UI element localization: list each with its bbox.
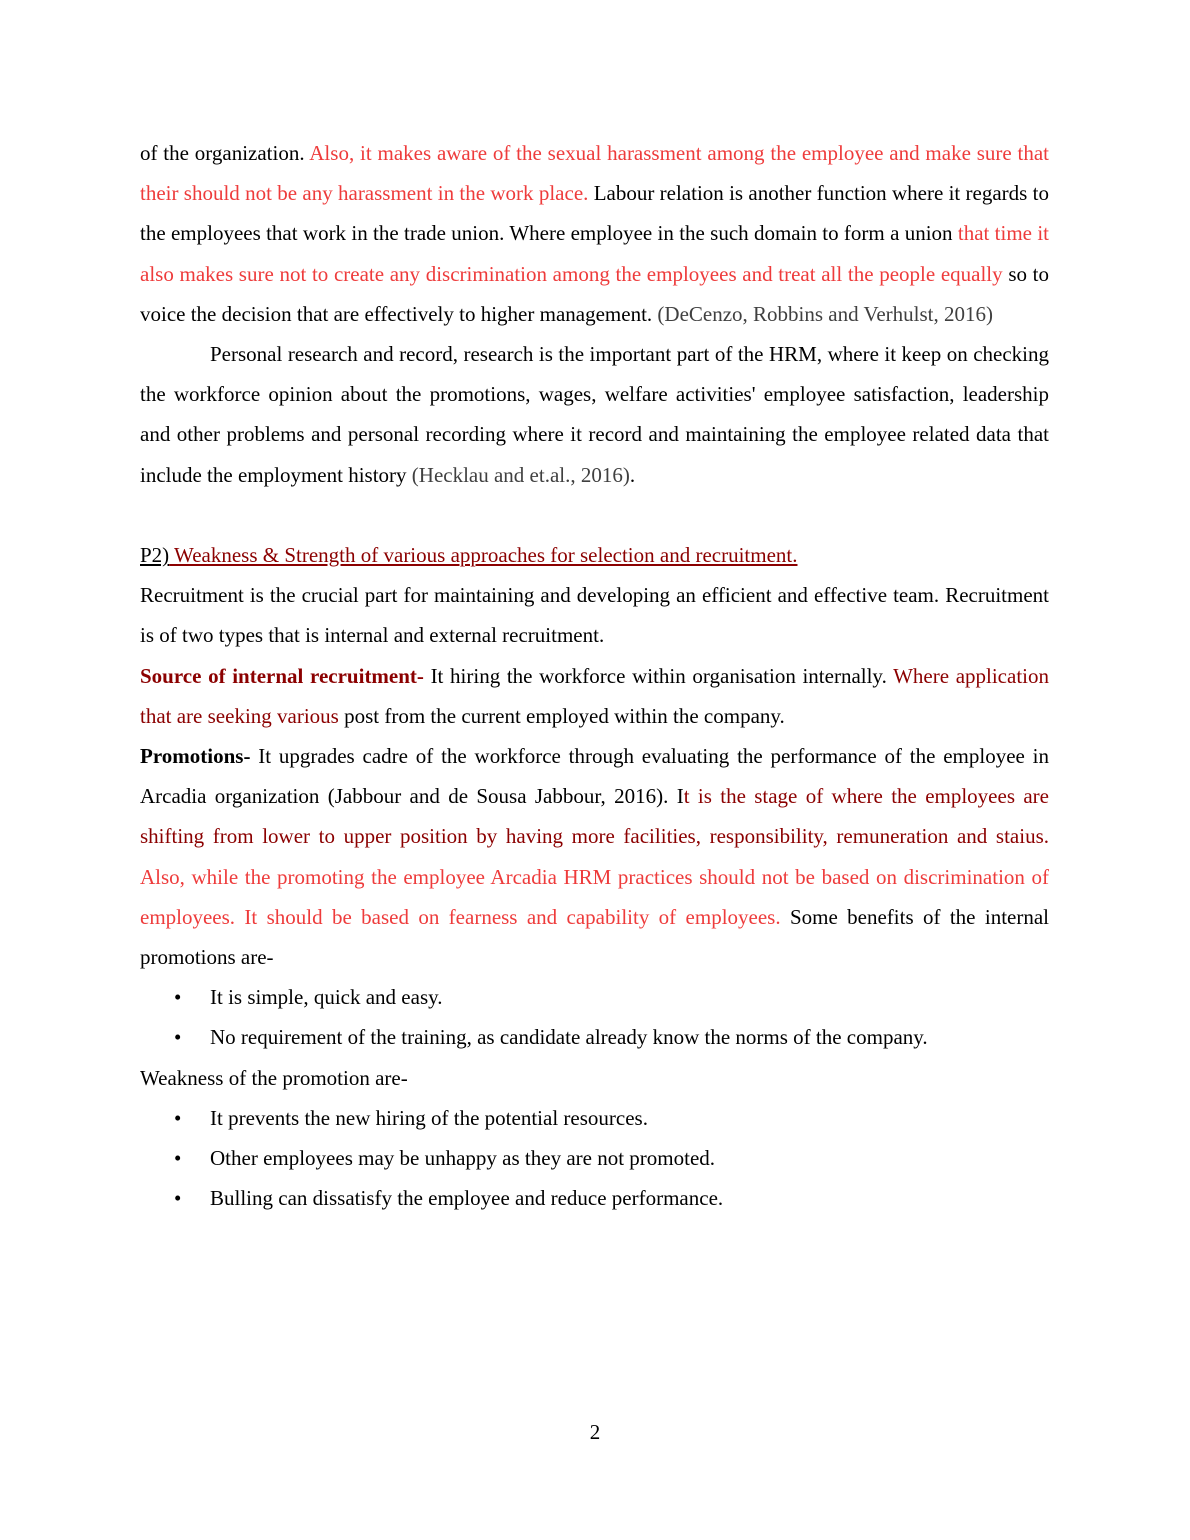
list-item-text: Other employees may be unhappy as they are not promoted.: [210, 1146, 716, 1171]
paragraph-recruitment: Recruitment is the crucial part for maintaining and developing an efficient and effective team. Recruitment is of two types that is internal and external recruitment.: [140, 583, 1049, 648]
term-label: Promotions-: [140, 744, 251, 769]
page-body: [140, 133, 1049, 1218]
highlighted-text: that time it also makes sure not to create any discrimination among the employees and treat all the people equally: [140, 221, 1049, 286]
paragraph-promotions: [140, 736, 1049, 977]
text-run: of the organization.: [140, 141, 310, 165]
list-item-text: It is simple, quick and easy.: [210, 985, 443, 1010]
highlighted-text: Also, it makes aware of the sexual harassment among the employee and make sure that their should not be any harassment in the work place.: [140, 141, 1049, 206]
list-item: [140, 1178, 1049, 1218]
bullet-icon: •: [174, 1146, 182, 1171]
section-heading-title: Weakness & Strength of various approaches for selection and recruitment.: [169, 543, 798, 568]
bullet-icon: •: [174, 985, 182, 1010]
weaknesses-list: [140, 1098, 1049, 1219]
term-label: Source of internal recruitment-: [140, 663, 424, 688]
section-heading-label: P2): [140, 543, 170, 568]
list-item: [140, 977, 1049, 1017]
bullet-icon: •: [174, 1186, 182, 1211]
highlighted-text: Also, while the promoting the employee Arcadia HRM practices should not be based on discrimination of employees. It should be based on fearness and capability of employees.: [140, 864, 1049, 929]
benefits-list: [140, 977, 1049, 1057]
weakness-intro: Weakness of the promotion are-: [140, 1065, 408, 1090]
list-item-text: No requirement of the training, as candidate already know the norms of the company.: [210, 1025, 928, 1050]
text-run: so to voice the decision that are effectively to higher management.: [140, 261, 1049, 326]
bullet-icon: •: [174, 1105, 182, 1130]
paragraph-personal-research: [140, 334, 1049, 495]
highlighted-text: Where application that are seeking various: [140, 663, 1049, 728]
text-run: It hiring the workforce within organisation internally.: [423, 663, 894, 688]
paragraph-internal-recruitment: [140, 656, 1049, 736]
text-run: .: [629, 462, 636, 487]
list-item-text: It prevents the new hiring of the potential resources.: [210, 1105, 648, 1130]
text-run: Labour relation is another function where it regards to the employees that work in the trade union. Where employee in the such domain to form a union: [140, 181, 1049, 246]
citation: (Hecklau and et.al., 2016): [411, 462, 630, 487]
page-number: 2: [589, 1420, 601, 1444]
citation: (DeCenzo, Robbins and Verhulst, 2016): [657, 301, 993, 326]
list-item: [140, 1138, 1049, 1178]
list-item: [140, 1017, 1049, 1057]
paragraph-hr-functions: [140, 133, 1049, 334]
bullet-icon: •: [174, 1025, 182, 1050]
section-heading: [140, 535, 1049, 575]
text-run: post from the current employed within the company.: [338, 703, 785, 728]
text-run: Personal research and record, research is the important part of the HRM, where it keep on checking the workforce opinion about the promotions, wages, welfare activities' employee satisfaction, leadership and other problems and personal recording where it record and maintaining the employee related data that include the employment history: [140, 342, 1049, 487]
text-run: Some benefits of the internal promotions are-: [140, 904, 1049, 970]
text-run: It upgrades cadre of the workforce through evaluating the performance of the employee in Arcadia organization (Jabbour and de Sousa Jabbour, 2016). I: [140, 744, 1049, 809]
highlighted-text: t is the stage of where the employees are shifting from lower to upper position by having more facilities, responsibility, remuneration and staius.: [140, 784, 1049, 849]
list-item: [140, 1098, 1049, 1138]
list-item-text: Bulling can dissatisfy the employee and reduce performance.: [210, 1186, 724, 1211]
